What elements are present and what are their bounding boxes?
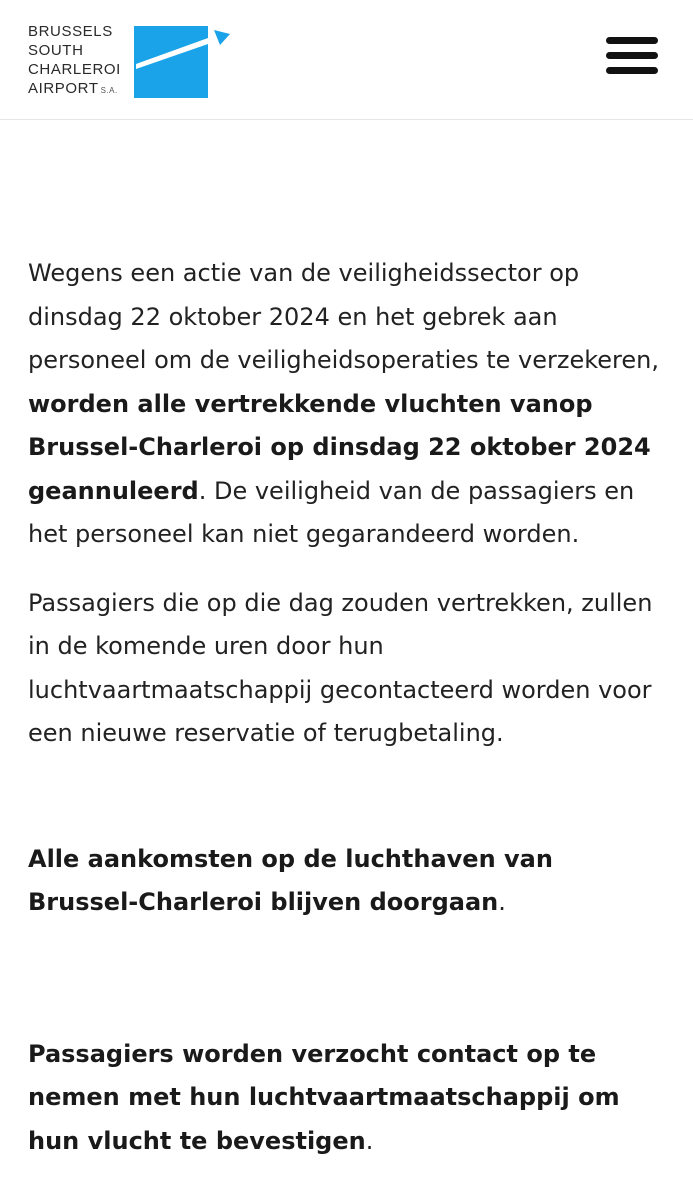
paragraph-4-end: .: [365, 1126, 374, 1155]
menu-bar-top: [606, 37, 658, 44]
paragraph-arrivals: [28, 838, 664, 925]
paragraph-cancellation: [28, 252, 664, 557]
paragraph-1-bold: worden alle vertrekkende vluchten vanop Brussel-Charleroi op dinsdag 22 oktober 2024 geannuleerd: [28, 389, 651, 505]
logo-line-1: BRUSSELS: [28, 23, 113, 40]
logo-wordmark: [28, 22, 121, 100]
logo-suffix: S.A.: [100, 86, 118, 95]
paragraph-3-end: .: [498, 888, 506, 916]
logo-plane-mark-icon: [134, 24, 234, 100]
paragraph-1-outro: . De veiligheid van de passagiers en het personeel kan niet gegarandeerd worden.: [28, 476, 635, 548]
announcement-body: [28, 252, 664, 1163]
airport-logo[interactable]: [28, 22, 238, 102]
logo-line-4: [28, 79, 121, 100]
logo-line-3: CHARLEROI: [28, 61, 121, 78]
paragraph-3-bold: Alle aankomsten op de luchthaven van Brussel-Charleroi blijven doorgaan: [28, 844, 553, 916]
paragraph-1-intro: Wegens een actie van de veiligheidssector op dinsdag 22 oktober 2024 en het gebrek aan personeel om de veiligheidsoperaties te verzekeren,: [28, 259, 659, 374]
paragraph-confirm-flight: [28, 1033, 664, 1164]
menu-bar-middle: [606, 52, 658, 59]
logo-line-2: SOUTH: [28, 42, 84, 59]
menu-bar-bottom: [606, 67, 658, 74]
site-header: [0, 0, 693, 120]
paragraph-4-bold: Passagiers worden verzocht contact op te nemen met hun luchtvaartmaatschappij om hun vlucht te bevestigen: [28, 1039, 620, 1155]
paragraph-contact-info: Passagiers die op die dag zouden vertrekken, zullen in de komende uren door hun luchtvaartmaatschappij gecontacteerd worden voor een nieuwe reservatie of terugbetaling.: [28, 588, 653, 747]
hamburger-menu-icon[interactable]: [606, 37, 658, 75]
logo-line-4-text: AIRPORT: [28, 80, 99, 97]
